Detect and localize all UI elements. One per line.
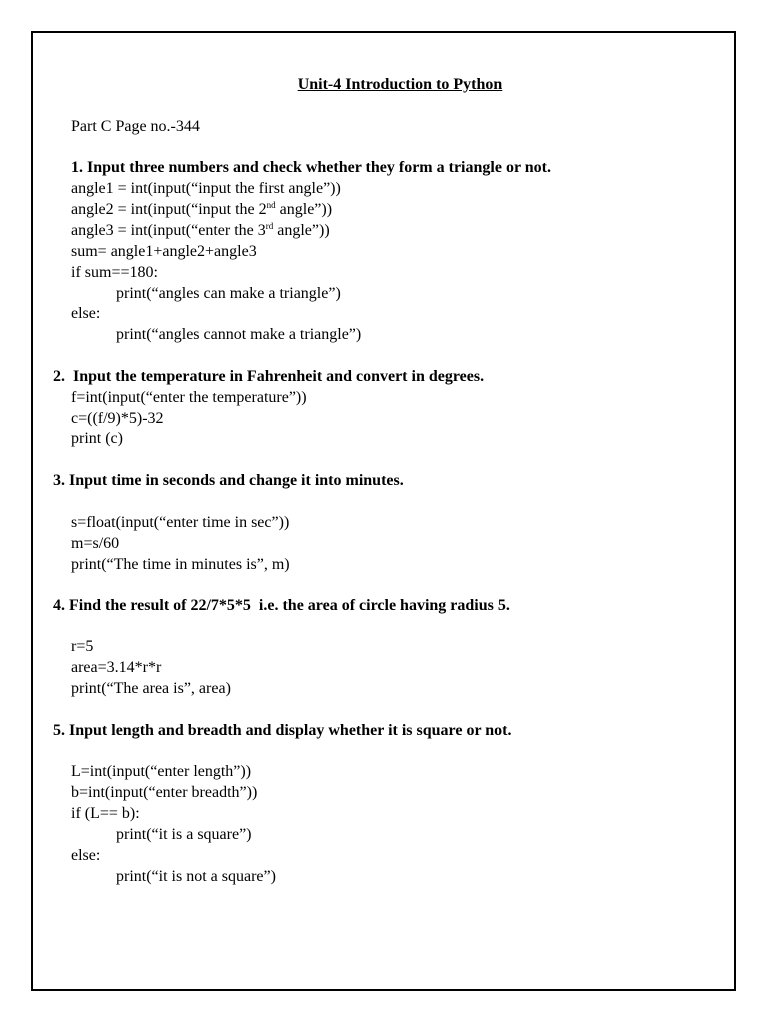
q5-code-line: L=int(input(“enter length”)) — [71, 763, 252, 780]
q1-code-line: if sum==180: — [71, 264, 158, 281]
q4-code-line: print(“The area is”, area) — [71, 680, 231, 697]
page-reference: Part C Page no.-344 — [71, 118, 200, 135]
ordinal-superscript: rd — [265, 221, 274, 231]
q2-code-line: print (c) — [71, 430, 123, 447]
q1-code-line: angle3 = int(input(“enter the 3rd angle”)) — [71, 221, 330, 239]
q1-code-line: angle1 = int(input(“input the first angle”)) — [71, 180, 341, 197]
q5-code-line: b=int(input(“enter breadth”)) — [71, 784, 258, 801]
q1-heading: 1. Input three numbers and check whether they form a triangle or not. — [71, 159, 551, 176]
q4-heading: 4. Find the result of 22/7*5*5 i.e. the area of circle having radius 5. — [53, 597, 510, 614]
q1-code-line: sum= angle1+angle2+angle3 — [71, 243, 257, 260]
q3-code-line: s=float(input(“enter time in sec”)) — [71, 514, 290, 531]
q2-heading: 2. Input the temperature in Fahrenheit and convert in degrees. — [53, 368, 485, 385]
q2-code-line: f=int(input(“enter the temperature”)) — [71, 389, 307, 406]
q2-code-line: c=((f/9)*5)-32 — [71, 410, 164, 427]
q5-code-line: print(“it is a square”) — [116, 826, 252, 843]
q1-code-line: print(“angles can make a triangle”) — [116, 285, 341, 302]
q3-code-line: print(“The time in minutes is”, m) — [71, 556, 290, 573]
q1-code-line: print(“angles cannot make a triangle”) — [116, 326, 362, 343]
q5-code-line: if (L== b): — [71, 805, 140, 822]
q1-code-line: else: — [71, 305, 101, 322]
q3-heading: 3. Input time in seconds and change it into minutes. — [53, 472, 404, 489]
document-title: Unit-4 Introduction to Python — [297, 76, 503, 93]
q3-code-line: m=s/60 — [71, 535, 120, 552]
q4-code-line: area=3.14*r*r — [71, 659, 162, 676]
q4-code-line: r=5 — [71, 638, 94, 655]
q5-code-line: else: — [71, 847, 101, 864]
q5-code-line: print(“it is not a square”) — [116, 868, 276, 885]
q5-heading: 5. Input length and breadth and display whether it is square or not. — [53, 722, 512, 739]
ordinal-superscript: nd — [266, 200, 276, 210]
q1-code-line: angle2 = int(input(“input the 2nd angle”)) — [71, 200, 333, 218]
